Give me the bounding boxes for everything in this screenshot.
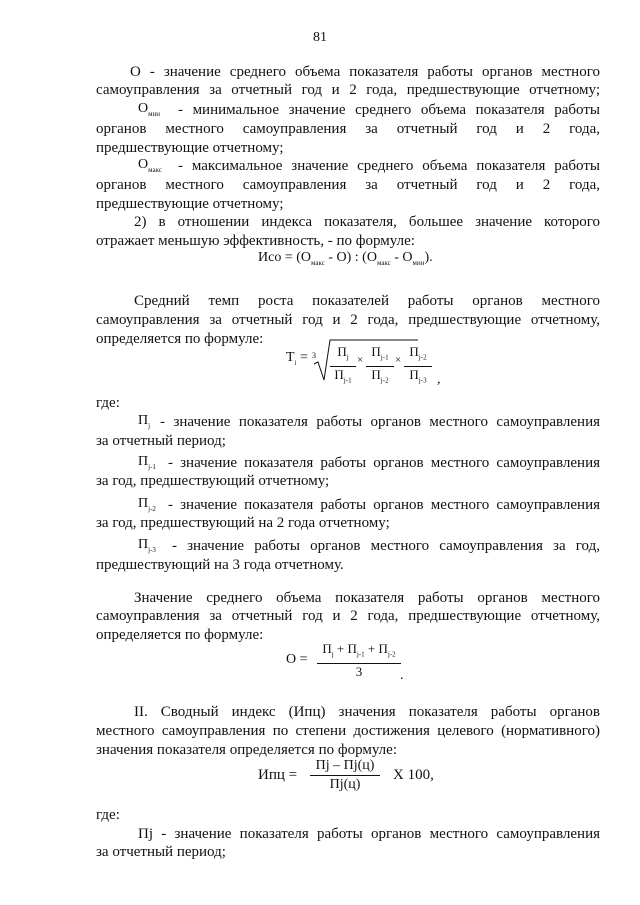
text-line: определяется по формуле: <box>96 627 264 643</box>
symbol-o-max: $О_{макс}$ <box>138 157 162 174</box>
text-line: органов местного самоуправления за отчетный год и 2 года, <box>96 177 600 193</box>
text-line: где: <box>96 395 120 411</box>
symbol-p-j1: $П_{j-1}$ <box>138 454 156 471</box>
text-line: - значение работы органов местного самоуправления за год, <box>172 538 600 554</box>
text-line: самоуправления за отчетный год и 2 года, предшествующие отчетному; <box>96 82 600 98</box>
text-line: самоуправления за отчетный год и 2 года, предшествующие отчетному, <box>96 608 600 624</box>
text-line: местного самоуправления по степени достижения целевого (нормативного) <box>96 723 600 739</box>
text-line: - значение показателя работы органов местного самоуправления <box>168 497 600 513</box>
symbol-o-min: $О_{мин}$ <box>138 101 161 118</box>
text-line: определяется по формуле: <box>96 331 264 347</box>
text-line: Средний темп роста показателей работы органов местного <box>134 293 600 309</box>
symbol-p-j3: $П_{j-3}$ <box>138 537 156 554</box>
text-line: II. Сводный индекс (Ипц) значения показателя работы органов <box>134 704 600 720</box>
text-line: О - значение среднего объема показателя работы органов местного <box>130 64 600 80</box>
symbol-p-j: $П_j$ <box>138 413 151 430</box>
text-line: за отчетный период; <box>96 844 226 860</box>
text-line: - значение показателя работы органов местного самоуправления <box>168 455 600 471</box>
formula-iso: Исо = $(О_{макс} - О)$ : $(О_{макс} - О_{мин})$. <box>258 250 433 267</box>
text-line: - максимальное значение среднего объема показателя работы <box>178 158 600 174</box>
text-line: значения показателя определяется по формуле: <box>96 742 397 758</box>
text-line: самоуправления за отчетный год и 2 года, предшествующие отчетному, <box>96 312 600 328</box>
text-line: Значение среднего объема показателя работы органов местного <box>134 590 600 606</box>
root-index: 3 <box>312 351 316 360</box>
text-line: 2) в отношении индекса показателя, большее значение которого <box>134 214 600 230</box>
text-line: за год, предшествующий отчетному; <box>96 473 330 489</box>
text-line: органов местного самоуправления за отчетный год и 2 года, <box>96 121 600 137</box>
page-number: 81 <box>313 30 327 45</box>
text-line: предшествующий на 3 года отчетному. <box>96 557 344 573</box>
text-line: предшествующие отчетному; <box>96 140 284 156</box>
text-line: за год, предшествующий на 2 года отчетному; <box>96 515 390 531</box>
text-line: где: <box>96 807 120 823</box>
symbol-p-j2: $П_{j-2}$ <box>138 496 156 513</box>
text-line: Пj - значение показателя работы органов местного самоуправления <box>138 826 600 842</box>
text-line: - значение показателя работы органов местного самоуправления <box>160 414 600 430</box>
text-line: отражает меньшую эффективность, - по формуле: <box>96 233 415 249</box>
text-line: - минимальное значение среднего объема показателя работы <box>178 102 600 118</box>
text-line: за отчетный период; <box>96 433 226 449</box>
text-line: предшествующие отчетному; <box>96 196 284 212</box>
